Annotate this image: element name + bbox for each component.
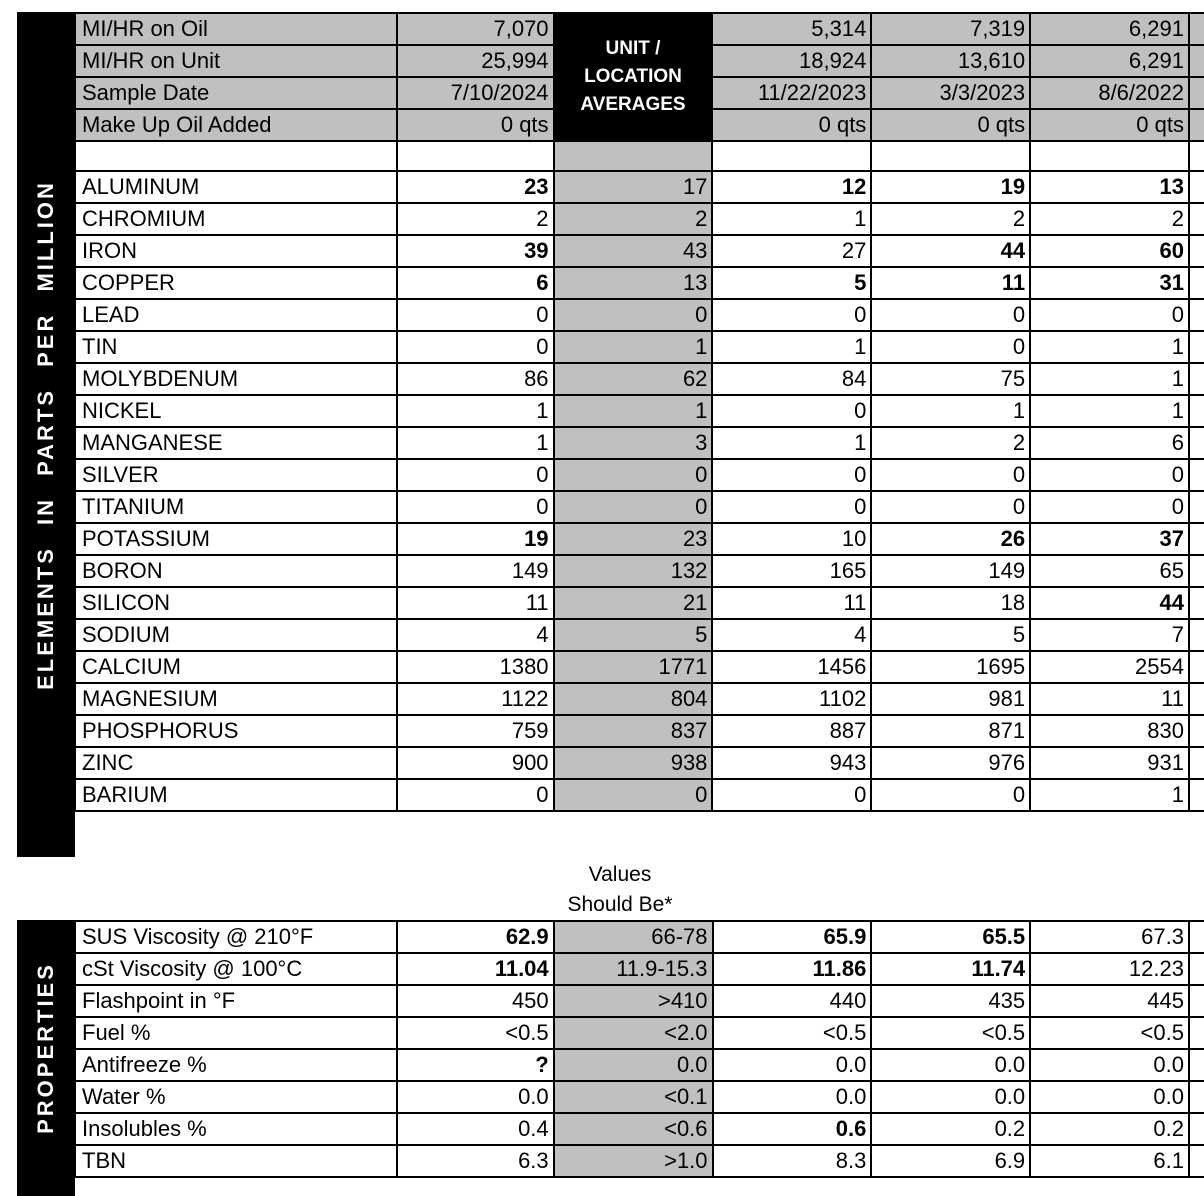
average-value: 3 [554,427,713,459]
history-value-1: 18,924 [712,45,871,77]
edge-cell [1189,235,1204,267]
element-name: COPPER [75,267,397,299]
history-value-3: 445 [1030,985,1189,1017]
property-name: Fuel % [75,1017,397,1049]
average-value: 17 [554,171,713,203]
target-value: <0.1 [554,1081,713,1113]
element-name: NICKEL [75,395,397,427]
target-value: 0.0 [554,1049,713,1081]
target-value: 11.9-15.3 [554,953,713,985]
history-value-3: 6.1 [1030,1145,1189,1177]
history-value-2: 0 [871,779,1030,811]
properties-side-label: PROPERTIES [33,962,58,1134]
edge-cell [1189,459,1204,491]
edge-cell [1189,953,1204,985]
header-label: Make Up Oil Added [75,109,397,141]
history-value-2: 2 [871,427,1030,459]
element-name: ZINC [75,747,397,779]
element-row [75,171,1204,203]
current-value: 6 [397,267,554,299]
property-row [75,921,1204,953]
history-value-3: 37 [1030,523,1189,555]
history-value-3: 7 [1030,619,1189,651]
blank-cell [397,141,554,171]
history-value-2: 0.0 [871,1081,1030,1113]
element-name: LEAD [75,299,397,331]
average-value: 938 [554,747,713,779]
current-value: 0 [397,299,554,331]
edge-cell [1189,427,1204,459]
history-value-2: 981 [871,683,1030,715]
history-value-2: 1 [871,395,1030,427]
history-value-3: 0 qts [1030,109,1189,141]
element-row [75,651,1204,683]
property-name: Antifreeze % [75,1049,397,1081]
unit-location-averages-header: UNIT / LOCATION AVERAGES [554,13,713,141]
element-row [75,427,1204,459]
element-row [75,459,1204,491]
history-value-2: 976 [871,747,1030,779]
elements-table [74,12,1204,812]
history-value-1: 8.3 [713,1145,872,1177]
history-value-3: 2554 [1030,651,1189,683]
element-row [75,491,1204,523]
edge-cell [1189,109,1204,141]
current-value: 2 [397,203,554,235]
history-value-1: 1 [712,331,871,363]
element-name: PHOSPHORUS [75,715,397,747]
current-value: 4 [397,619,554,651]
average-value: 23 [554,523,713,555]
history-value-3: 0.2 [1030,1113,1189,1145]
values-note-line1: Values [588,863,652,886]
history-value-2: 18 [871,587,1030,619]
history-value-2: 2 [871,203,1030,235]
history-value-1: 0.0 [713,1081,872,1113]
element-name: MOLYBDENUM [75,363,397,395]
spacer-row [75,141,1204,171]
history-value-1: 11 [712,587,871,619]
elements-side-label: ELEMENTS IN PARTS PER MILLION [33,179,58,690]
average-value: 0 [554,779,713,811]
target-value: <2.0 [554,1017,713,1049]
average-value: 43 [554,235,713,267]
history-value-1: <0.5 [713,1017,872,1049]
element-name: MANGANESE [75,427,397,459]
history-value-3: 830 [1030,715,1189,747]
property-row [75,953,1204,985]
average-value: 5 [554,619,713,651]
element-name: POTASSIUM [75,523,397,555]
current-value: 0.4 [397,1113,554,1145]
current-value: 86 [397,363,554,395]
average-value: 2 [554,203,713,235]
history-value-1: 1 [712,203,871,235]
element-row [75,619,1204,651]
history-value-2: 1695 [871,651,1030,683]
history-value-1: 1102 [712,683,871,715]
header-label: MI/HR on Oil [75,13,397,45]
history-value-1: 5,314 [712,13,871,45]
history-value-1: 12 [712,171,871,203]
element-row [75,235,1204,267]
history-value-3: 13 [1030,171,1189,203]
element-row [75,523,1204,555]
history-value-2: 7,319 [871,13,1030,45]
edge-cell [1189,491,1204,523]
blank-avg-cell [554,141,713,171]
current-value: 7/10/2024 [397,77,554,109]
element-row [75,299,1204,331]
history-value-1: 65.9 [713,921,872,953]
edge-cell [1189,651,1204,683]
current-value: 0 [397,779,554,811]
current-value: 11.04 [397,953,554,985]
history-value-2: 3/3/2023 [871,77,1030,109]
property-name: cSt Viscosity @ 100°C [75,953,397,985]
edge-cell [1189,1081,1204,1113]
history-value-3: 931 [1030,747,1189,779]
history-value-1: 11.86 [713,953,872,985]
current-value: ? [397,1049,554,1081]
edge-cell [1189,587,1204,619]
current-value: 1122 [397,683,554,715]
current-value: 450 [397,985,554,1017]
history-value-2: 19 [871,171,1030,203]
history-value-2: 5 [871,619,1030,651]
history-value-3: 2 [1030,203,1189,235]
element-row [75,267,1204,299]
average-value: 132 [554,555,713,587]
property-row [75,1113,1204,1145]
average-value: 0 [554,459,713,491]
edge-cell [1189,267,1204,299]
history-value-1: 5 [712,267,871,299]
element-row [75,683,1204,715]
current-value: 759 [397,715,554,747]
history-value-2: 13,610 [871,45,1030,77]
properties-table [74,920,1204,1178]
current-value: 25,994 [397,45,554,77]
current-value: 19 [397,523,554,555]
history-value-1: 943 [712,747,871,779]
history-value-3: 6 [1030,427,1189,459]
edge-cell [1189,45,1204,77]
history-value-2: 11.74 [871,953,1030,985]
average-value: 837 [554,715,713,747]
history-value-2: 871 [871,715,1030,747]
history-value-3: 0 [1030,491,1189,523]
history-value-3: 12.23 [1030,953,1189,985]
history-value-3: 60 [1030,235,1189,267]
element-row [75,203,1204,235]
history-value-1: 84 [712,363,871,395]
current-value: 149 [397,555,554,587]
element-name: TITANIUM [75,491,397,523]
current-value: 0 [397,331,554,363]
elements-section [17,12,1204,857]
edge-cell [1189,1049,1204,1081]
history-value-3: 31 [1030,267,1189,299]
history-value-3: 0 [1030,459,1189,491]
current-value: 7,070 [397,13,554,45]
blank-cell [75,141,397,171]
edge-cell [1189,683,1204,715]
history-value-3: 67.3 [1030,921,1189,953]
edge-cell [1189,1113,1204,1145]
history-value-2: 435 [871,985,1030,1017]
current-value: 6.3 [397,1145,554,1177]
history-value-3: 44 [1030,587,1189,619]
history-value-2: 0 [871,331,1030,363]
property-row [75,1017,1204,1049]
blank-cell [1030,141,1189,171]
history-value-3: <0.5 [1030,1017,1189,1049]
edge-cell [1189,779,1204,811]
current-value: 62.9 [397,921,554,953]
average-value: 21 [554,587,713,619]
history-value-3: 1 [1030,779,1189,811]
current-value: 1 [397,427,554,459]
history-value-1: 887 [712,715,871,747]
history-value-2: 0 [871,459,1030,491]
current-value: 1 [397,395,554,427]
average-value: 1 [554,331,713,363]
history-value-1: 165 [712,555,871,587]
history-value-3: 1 [1030,331,1189,363]
history-value-1: 4 [712,619,871,651]
current-value: 23 [397,171,554,203]
history-value-2: 0.2 [871,1113,1030,1145]
edge-cell [1189,395,1204,427]
history-value-3: 1 [1030,395,1189,427]
history-value-2: 0.0 [871,1049,1030,1081]
properties-side-bar [17,920,75,1196]
history-value-2: 75 [871,363,1030,395]
edge-cell [1189,13,1204,45]
element-name: TIN [75,331,397,363]
property-name: Insolubles % [75,1113,397,1145]
properties-section [17,920,1204,1196]
property-row [75,1145,1204,1177]
history-value-1: 11/22/2023 [712,77,871,109]
current-value: 39 [397,235,554,267]
history-value-3: 0 [1030,299,1189,331]
history-value-1: 0.6 [713,1113,872,1145]
average-value: 0 [554,299,713,331]
history-value-2: 6.9 [871,1145,1030,1177]
edge-cell [1189,331,1204,363]
edge-cell [1189,363,1204,395]
history-value-1: 10 [712,523,871,555]
current-value: 900 [397,747,554,779]
edge-cell [1189,299,1204,331]
element-name: BARIUM [75,779,397,811]
edge-cell [1189,555,1204,587]
current-value: <0.5 [397,1017,554,1049]
target-value: >410 [554,985,713,1017]
history-value-2: 0 qts [871,109,1030,141]
history-value-1: 1 [712,427,871,459]
average-value: 0 [554,491,713,523]
property-row [75,1081,1204,1113]
history-value-1: 27 [712,235,871,267]
element-row [75,779,1204,811]
property-name: TBN [75,1145,397,1177]
history-value-3: 8/6/2022 [1030,77,1189,109]
element-row [75,395,1204,427]
history-value-1: 0 [712,459,871,491]
current-value: 0 [397,459,554,491]
history-value-1: 0 qts [712,109,871,141]
current-value: 1380 [397,651,554,683]
header-label: Sample Date [75,77,397,109]
values-note-line2: Should Be* [567,893,673,916]
property-row [75,1049,1204,1081]
history-value-1: 0 [712,779,871,811]
element-row [75,555,1204,587]
history-value-1: 1456 [712,651,871,683]
target-value: 66-78 [554,921,713,953]
element-name: CALCIUM [75,651,397,683]
element-name: SILVER [75,459,397,491]
edge-cell [1189,523,1204,555]
element-row [75,331,1204,363]
element-name: SILICON [75,587,397,619]
edge-cell [1189,1145,1204,1177]
average-value: 804 [554,683,713,715]
elements-side-bar [17,12,75,857]
property-name: SUS Viscosity @ 210°F [75,921,397,953]
element-row [75,363,1204,395]
target-value: >1.0 [554,1145,713,1177]
element-row [75,747,1204,779]
history-value-3: 6,291 [1030,13,1189,45]
element-name: MAGNESIUM [75,683,397,715]
history-value-3: 11 [1030,683,1189,715]
current-value: 0 [397,491,554,523]
blank-cell [712,141,871,171]
property-row [75,985,1204,1017]
history-value-2: 0 [871,299,1030,331]
edge-cell [1189,171,1204,203]
history-value-1: 0 [712,395,871,427]
element-name: CHROMIUM [75,203,397,235]
history-value-3: 65 [1030,555,1189,587]
edge-cell [1189,1017,1204,1049]
current-value: 0 qts [397,109,554,141]
history-value-3: 0.0 [1030,1081,1189,1113]
edge-cell [1189,619,1204,651]
history-value-1: 0 [712,491,871,523]
element-row [75,715,1204,747]
current-value: 11 [397,587,554,619]
history-value-1: 0 [712,299,871,331]
header-label: MI/HR on Unit [75,45,397,77]
element-row [75,587,1204,619]
edge-cell [1189,921,1204,953]
history-value-2: 26 [871,523,1030,555]
edge-cell [1189,203,1204,235]
history-value-2: 0 [871,491,1030,523]
history-value-3: 0.0 [1030,1049,1189,1081]
history-value-1: 440 [713,985,872,1017]
blank-cell [871,141,1030,171]
values-note [535,860,705,920]
history-value-3: 1 [1030,363,1189,395]
target-value: <0.6 [554,1113,713,1145]
average-value: 13 [554,267,713,299]
current-value: 0.0 [397,1081,554,1113]
element-name: ALUMINUM [75,171,397,203]
element-name: BORON [75,555,397,587]
average-value: 1 [554,395,713,427]
element-name: SODIUM [75,619,397,651]
history-value-2: <0.5 [871,1017,1030,1049]
edge-cell [1189,985,1204,1017]
history-value-2: 11 [871,267,1030,299]
header-row [75,13,1204,45]
history-value-1: 0.0 [713,1049,872,1081]
element-name: IRON [75,235,397,267]
average-value: 1771 [554,651,713,683]
history-value-3: 6,291 [1030,45,1189,77]
edge-cell [1189,715,1204,747]
property-name: Water % [75,1081,397,1113]
history-value-2: 65.5 [871,921,1030,953]
edge-cell [1189,77,1204,109]
edge-cell [1189,747,1204,779]
history-value-2: 44 [871,235,1030,267]
edge-cell [1189,141,1204,171]
history-value-2: 149 [871,555,1030,587]
average-value: 62 [554,363,713,395]
property-name: Flashpoint in °F [75,985,397,1017]
